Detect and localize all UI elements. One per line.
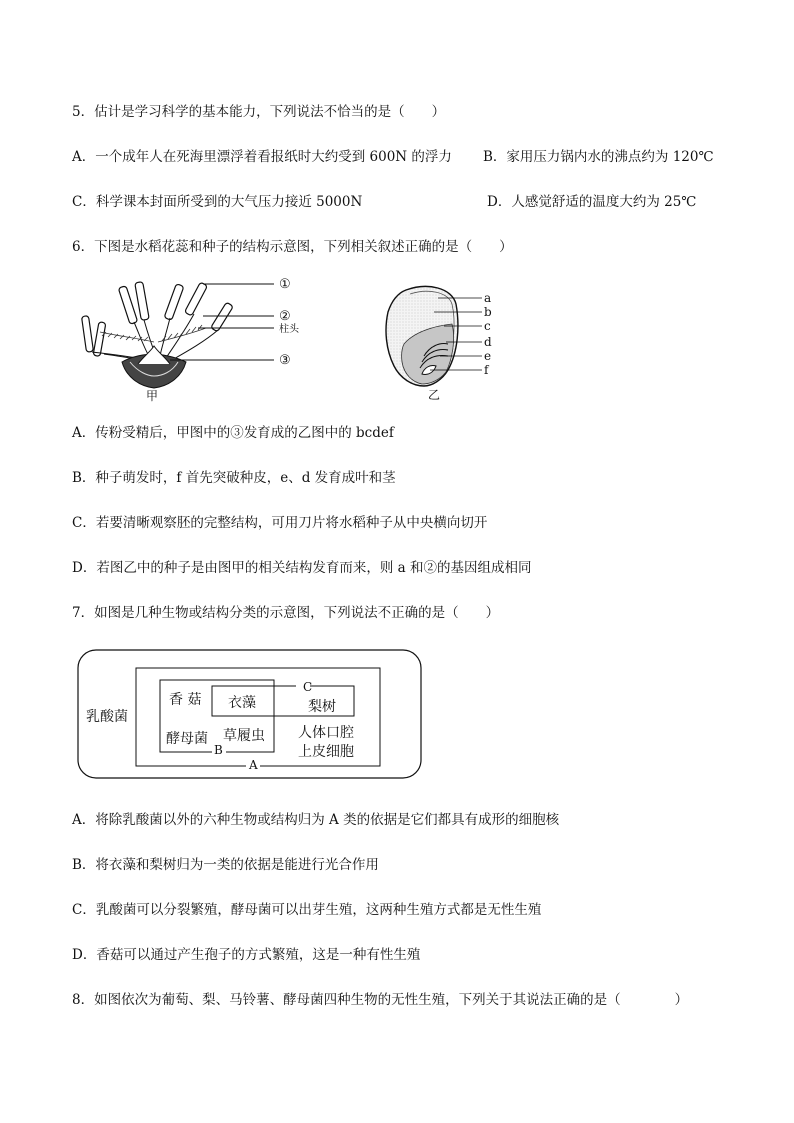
label-cheek-1: 人体口腔	[298, 725, 354, 741]
label-1: ①	[279, 277, 291, 292]
label-2: ②	[279, 309, 291, 324]
q5-option-a: A．一个成年人在死海里漂浮着看报纸时大约受到 600N 的浮力	[72, 149, 452, 165]
anther	[118, 286, 137, 325]
caption-jia: 甲	[146, 389, 159, 402]
q7-option-a: A．将除乳酸菌以外的六种生物或结构归为 A 类的依据是它们都具有成形的细胞核	[72, 812, 560, 828]
label-3: ③	[279, 353, 291, 368]
seed-label-d: d	[484, 335, 492, 349]
q8-stem: 8．如图依次为葡萄、梨、马铃薯、酵母菌四种生物的无性生殖，下列关于其说法正确的是（ ）	[72, 992, 689, 1008]
q6-option-a: A．传粉受精后，甲图中的③发育成的乙图中的 bcdef	[72, 425, 394, 441]
label-cheek-2: 上皮细胞	[298, 744, 354, 760]
label-c: C	[303, 680, 313, 694]
q5-option-b: B．家用压力锅内水的沸点约为 120℃	[483, 149, 714, 165]
q6-option-d: D．若图乙中的种子是由图甲的相关结构发育而来，则 a 和②的基因组成相同	[72, 560, 532, 576]
anther	[184, 282, 207, 316]
seed-label-b: b	[484, 305, 492, 319]
q7-stem: 7．如图是几种生物或结构分类的示意图，下列说法不正确的是（ ）	[72, 605, 500, 621]
anther	[164, 284, 184, 321]
anther	[211, 302, 234, 332]
classification-diagram	[76, 648, 426, 782]
q5-stem: 5．估计是学习科学的基本能力，下列说法不恰当的是（ ）	[72, 104, 446, 120]
caption-yi: 乙	[428, 388, 441, 402]
q6-stem: 6．下图是水稻花蕊和种子的结构示意图，下列相关叙述正确的是（ ）	[72, 239, 513, 255]
q7-option-d: D．香菇可以通过产生孢子的方式繁殖，这是一种有性生殖	[72, 947, 421, 963]
anther	[82, 316, 94, 353]
seed-label-f: f	[484, 363, 489, 377]
label-a: A	[249, 758, 258, 772]
label-stigma: 柱头	[279, 324, 299, 335]
q5-option-d: D．人感觉舒适的温度大约为 25℃	[487, 194, 697, 210]
anther	[135, 282, 149, 321]
q5-option-c: C．科学课本封面所受到的大气压力接近 5000N	[72, 194, 363, 210]
label-mushroom: 香 菇	[169, 692, 202, 708]
q7-option-b: B．将衣藻和梨树归为一类的依据是能进行光合作用	[72, 857, 379, 873]
seed-label-a: a	[484, 291, 492, 305]
label-lichen: 衣藻	[228, 695, 256, 711]
rice-flower-figure	[78, 276, 318, 402]
label-lactobacillus: 乳酸菌	[86, 709, 128, 725]
label-pear: 梨树	[308, 699, 336, 715]
seed-label-c: c	[484, 319, 491, 333]
label-b: B	[214, 743, 223, 757]
q7-option-c: C．乳酸菌可以分裂繁殖，酵母菌可以出芽生殖，这两种生殖方式都是无性生殖	[72, 902, 542, 918]
label-paramecium: 草履虫	[223, 728, 265, 744]
anther	[93, 322, 106, 357]
q6-option-c: C．若要清晰观察胚的完整结构，可用刀片将水稻种子从中央横向切开	[72, 515, 488, 531]
q6-option-b: B．种子萌发时，f 首先突破种皮，e、d 发育成叶和茎	[72, 470, 396, 486]
seed-label-e: e	[484, 349, 492, 363]
label-yeast: 酵母菌	[166, 731, 208, 747]
rice-seed-figure	[378, 282, 508, 402]
